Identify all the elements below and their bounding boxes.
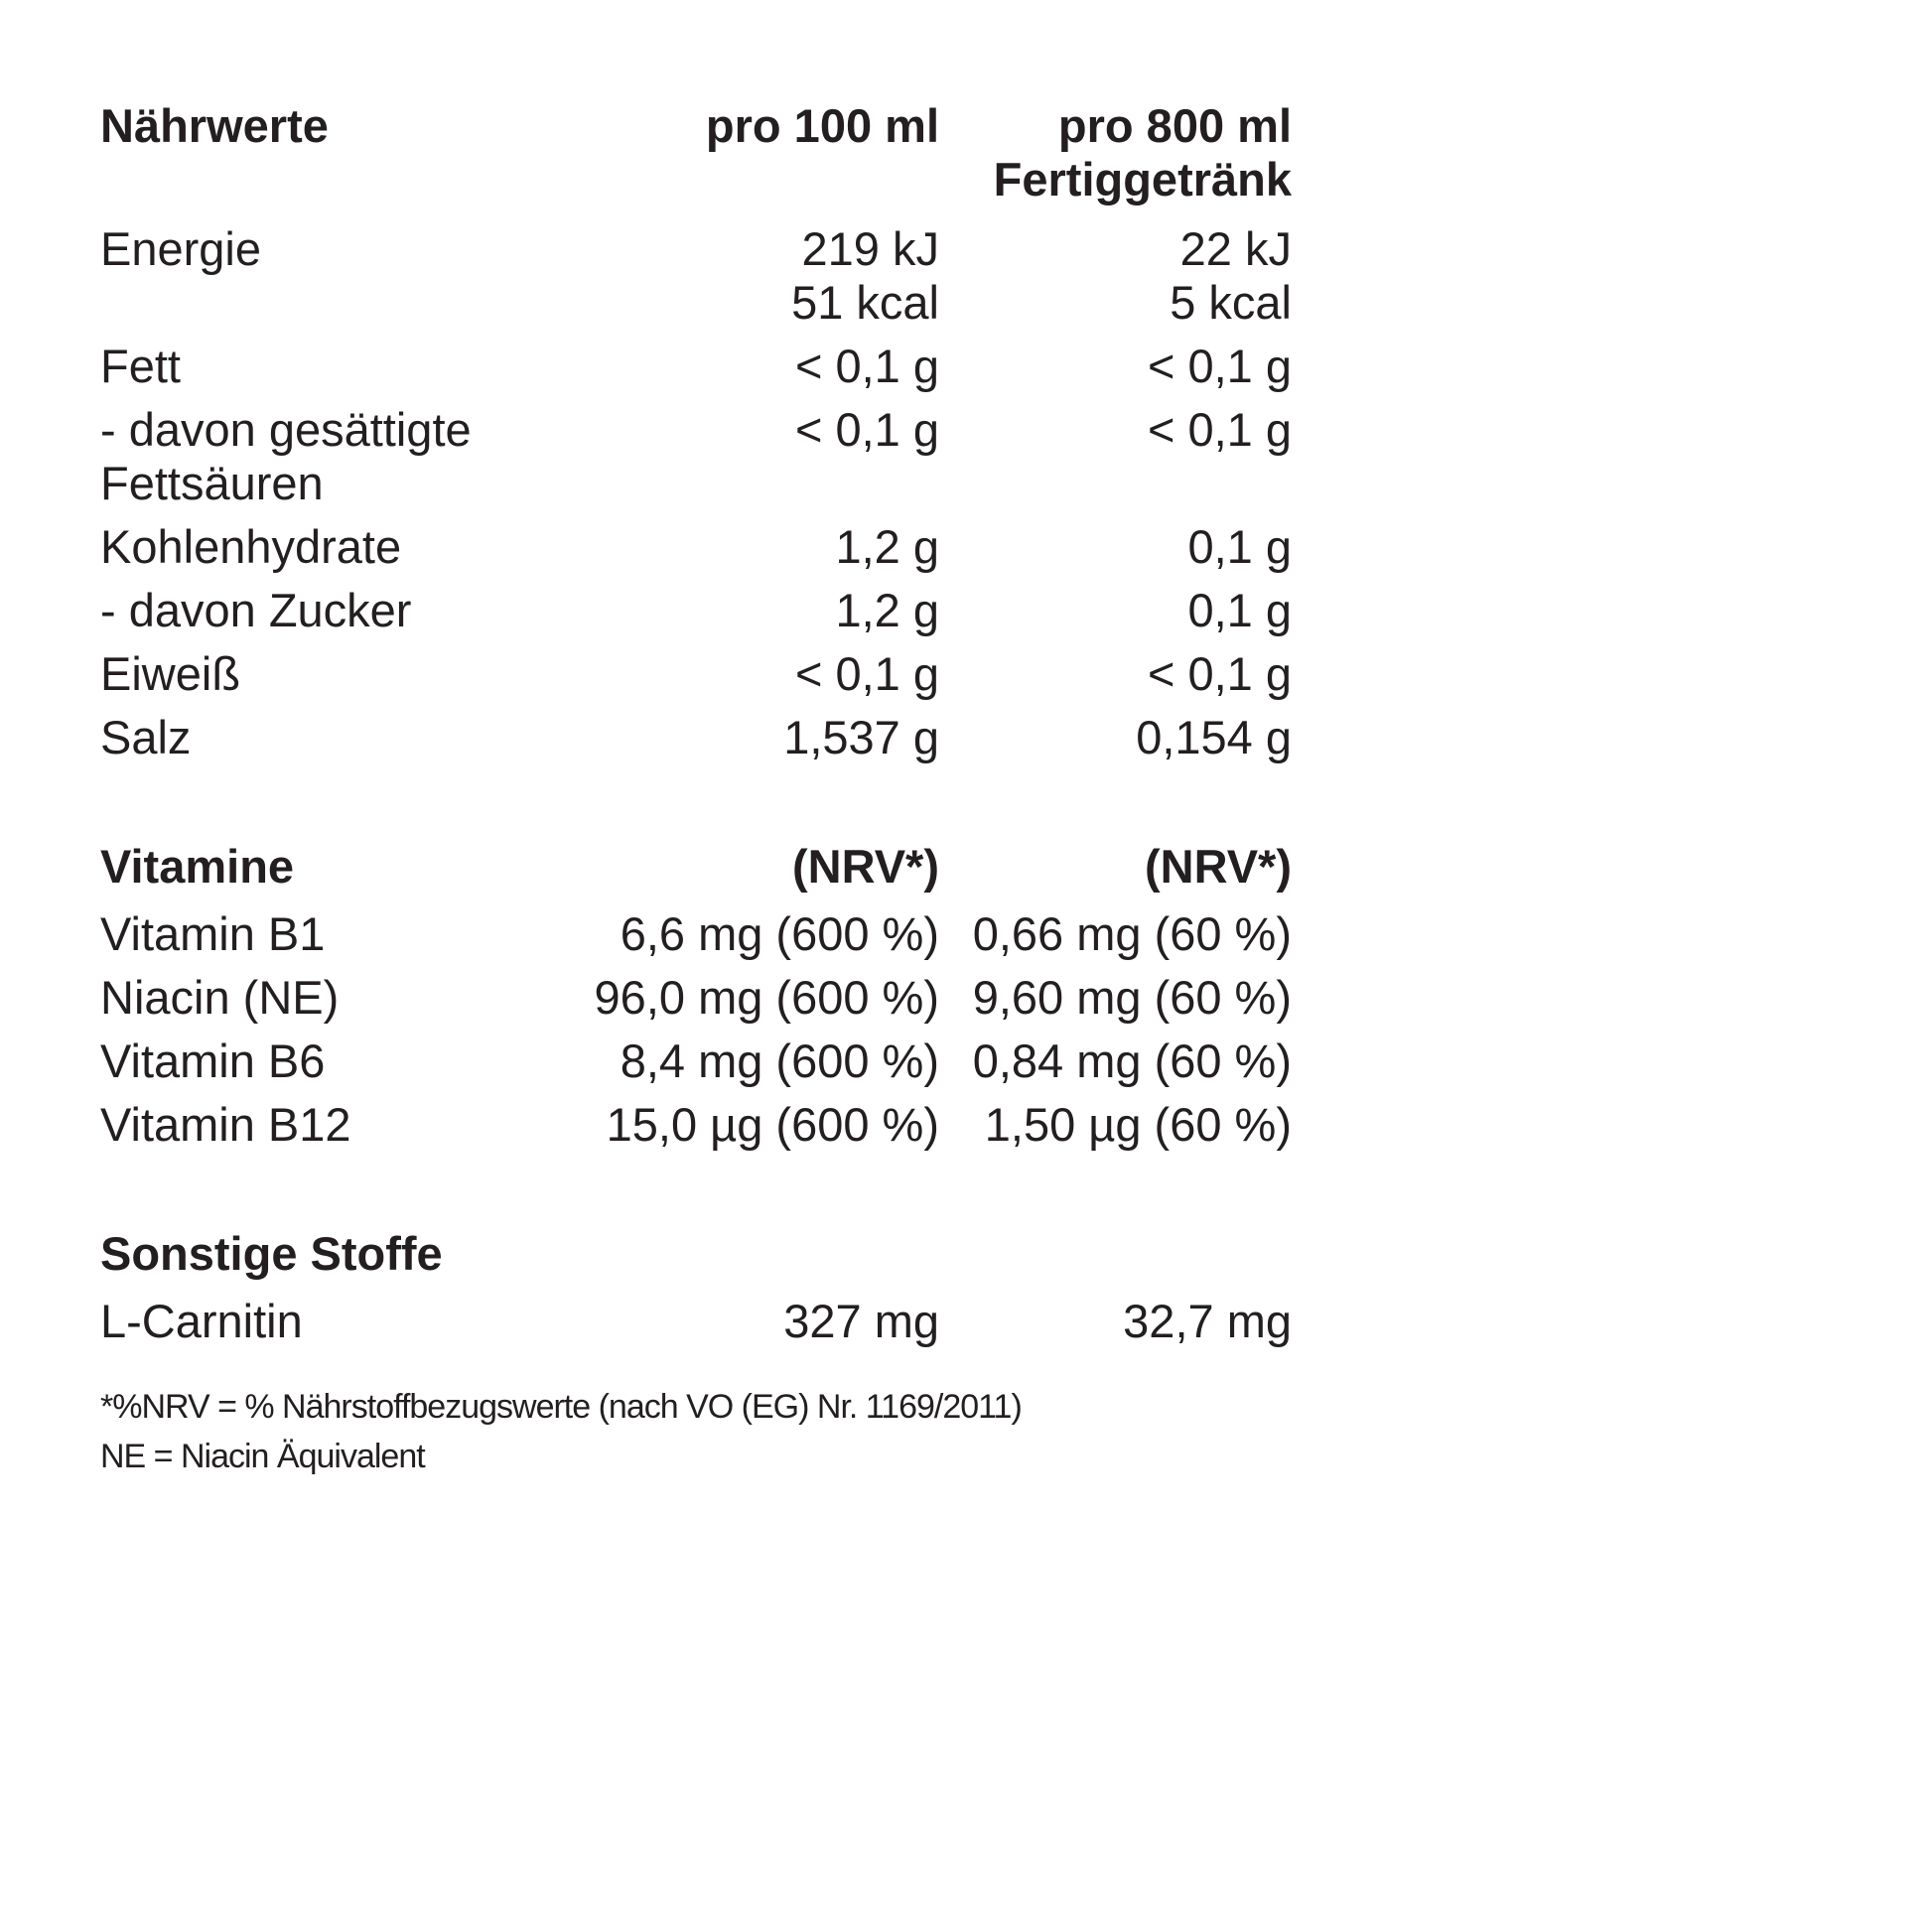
value-per-800ml (939, 520, 1292, 574)
row-label (100, 340, 504, 393)
value-per-100ml-line: < 0,1 g (794, 647, 939, 700)
table-row (100, 1035, 1292, 1088)
value-per-800ml (939, 647, 1292, 701)
vitamins-header-row (100, 840, 1292, 894)
value-per-100ml-line: 219 kJ (801, 222, 939, 275)
value-per-100ml (504, 403, 939, 457)
value-per-800ml (939, 711, 1292, 764)
row-label-line: Eiweiß (100, 647, 241, 700)
row-label-line: Fettsäuren (100, 457, 324, 509)
value-per-100ml (504, 584, 939, 637)
value-per-800ml (939, 222, 1292, 330)
row-label-line: L-Carnitin (100, 1295, 303, 1347)
value-per-800ml-line: 0,1 g (1187, 520, 1292, 573)
value-per-100ml-line: < 0,1 g (794, 340, 939, 392)
column-header-per-100ml: pro 100 ml (705, 99, 939, 152)
value-per-800ml (939, 907, 1292, 961)
table-row (100, 907, 1292, 961)
footnote-nrv: *%NRV = % Nährstoffbezugswerte (nach VO (EG) Nr. 1169/2011) (100, 1388, 1022, 1426)
row-label (100, 971, 504, 1025)
value-per-100ml (504, 340, 939, 393)
nutrient-rows (100, 222, 1292, 764)
row-label (100, 907, 504, 961)
value-per-100ml (504, 1098, 939, 1152)
value-per-100ml-line: 6,6 mg (600 %) (620, 907, 939, 960)
table-row (100, 584, 1292, 637)
value-per-100ml (504, 907, 939, 961)
row-label-line: Fett (100, 340, 181, 392)
vitamins-header-nrv-a: (NRV*) (792, 840, 939, 893)
table-row (100, 971, 1292, 1025)
vitamins-header-nrv-b: (NRV*) (1145, 840, 1292, 893)
row-label-line: Salz (100, 711, 192, 763)
value-per-800ml (939, 1295, 1292, 1348)
others-header-row (100, 1227, 1292, 1281)
value-per-800ml-line: 9,60 mg (60 %) (972, 971, 1292, 1024)
value-per-100ml (504, 711, 939, 764)
value-per-800ml-line: 5 kcal (1170, 276, 1292, 329)
row-label-line: Vitamin B12 (100, 1098, 351, 1151)
row-label-line: Vitamin B1 (100, 907, 326, 960)
footnote-niacin: NE = Niacin Äquivalent (100, 1438, 425, 1475)
row-label-line: - davon Zucker (100, 584, 412, 636)
value-per-100ml-line: 8,4 mg (600 %) (620, 1035, 939, 1087)
value-per-800ml-line: 0,1 g (1187, 584, 1292, 636)
row-label (100, 222, 504, 276)
value-per-800ml (939, 1035, 1292, 1088)
footnotes (100, 1382, 1292, 1481)
value-per-100ml-line: 51 kcal (791, 276, 939, 329)
row-label (100, 1098, 504, 1152)
row-label (100, 520, 504, 574)
value-per-800ml (939, 584, 1292, 637)
value-per-100ml (504, 647, 939, 701)
column-header-per-800ml-line2: Fertiggetränk (993, 153, 1292, 206)
value-per-100ml-line: 15,0 µg (600 %) (606, 1098, 939, 1151)
value-per-800ml-line: 1,50 µg (60 %) (984, 1098, 1292, 1151)
column-header-per-800ml (939, 99, 1292, 207)
table-row (100, 711, 1292, 764)
table-row (100, 520, 1292, 574)
value-per-100ml-line: 1,537 g (783, 711, 939, 763)
nutrition-header-label: Nährwerte (100, 99, 329, 152)
vitamins-header-label: Vitamine (100, 840, 295, 893)
value-per-800ml (939, 340, 1292, 393)
value-per-800ml-line: 22 kJ (1179, 222, 1292, 275)
value-per-100ml (504, 1035, 939, 1088)
value-per-800ml-line: < 0,1 g (1147, 647, 1292, 700)
value-per-100ml (504, 971, 939, 1025)
table-row (100, 222, 1292, 330)
value-per-800ml (939, 971, 1292, 1025)
table-row (100, 340, 1292, 393)
table-row (100, 647, 1292, 701)
value-per-800ml-line: 0,84 mg (60 %) (972, 1035, 1292, 1087)
table-row (100, 403, 1292, 510)
value-per-100ml-line: 1,2 g (835, 520, 939, 573)
row-label (100, 711, 504, 764)
value-per-800ml (939, 1098, 1292, 1152)
vitamin-rows (100, 907, 1292, 1152)
nutrition-header-row (100, 99, 1292, 207)
value-per-800ml-line: 0,154 g (1136, 711, 1292, 763)
value-per-800ml (939, 403, 1292, 457)
value-per-100ml (504, 520, 939, 574)
value-per-100ml-line: 327 mg (783, 1295, 939, 1347)
row-label (100, 584, 504, 637)
value-per-100ml-line: < 0,1 g (794, 403, 939, 456)
row-label-line: Vitamin B6 (100, 1035, 326, 1087)
nutrition-table (100, 99, 1292, 1481)
value-per-800ml-line: 0,66 mg (60 %) (972, 907, 1292, 960)
value-per-800ml-line: < 0,1 g (1147, 340, 1292, 392)
value-per-100ml (504, 1295, 939, 1348)
row-label (100, 647, 504, 701)
table-row (100, 1295, 1292, 1348)
value-per-100ml-line: 96,0 mg (600 %) (594, 971, 939, 1024)
value-per-100ml-line: 1,2 g (835, 584, 939, 636)
row-label-line: Energie (100, 222, 261, 275)
row-label-line: Kohlenhydrate (100, 520, 402, 573)
value-per-800ml-line: < 0,1 g (1147, 403, 1292, 456)
table-row (100, 1098, 1292, 1152)
row-label (100, 1295, 504, 1348)
row-label (100, 403, 504, 510)
value-per-800ml-line: 32,7 mg (1123, 1295, 1292, 1347)
row-label-line: Niacin (NE) (100, 971, 340, 1024)
row-label-line: - davon gesättigte (100, 403, 472, 456)
column-header-per-800ml-line1: pro 800 ml (1057, 99, 1292, 152)
row-label (100, 1035, 504, 1088)
other-substance-rows (100, 1295, 1292, 1348)
value-per-100ml (504, 222, 939, 330)
others-header-label: Sonstige Stoffe (100, 1227, 443, 1280)
